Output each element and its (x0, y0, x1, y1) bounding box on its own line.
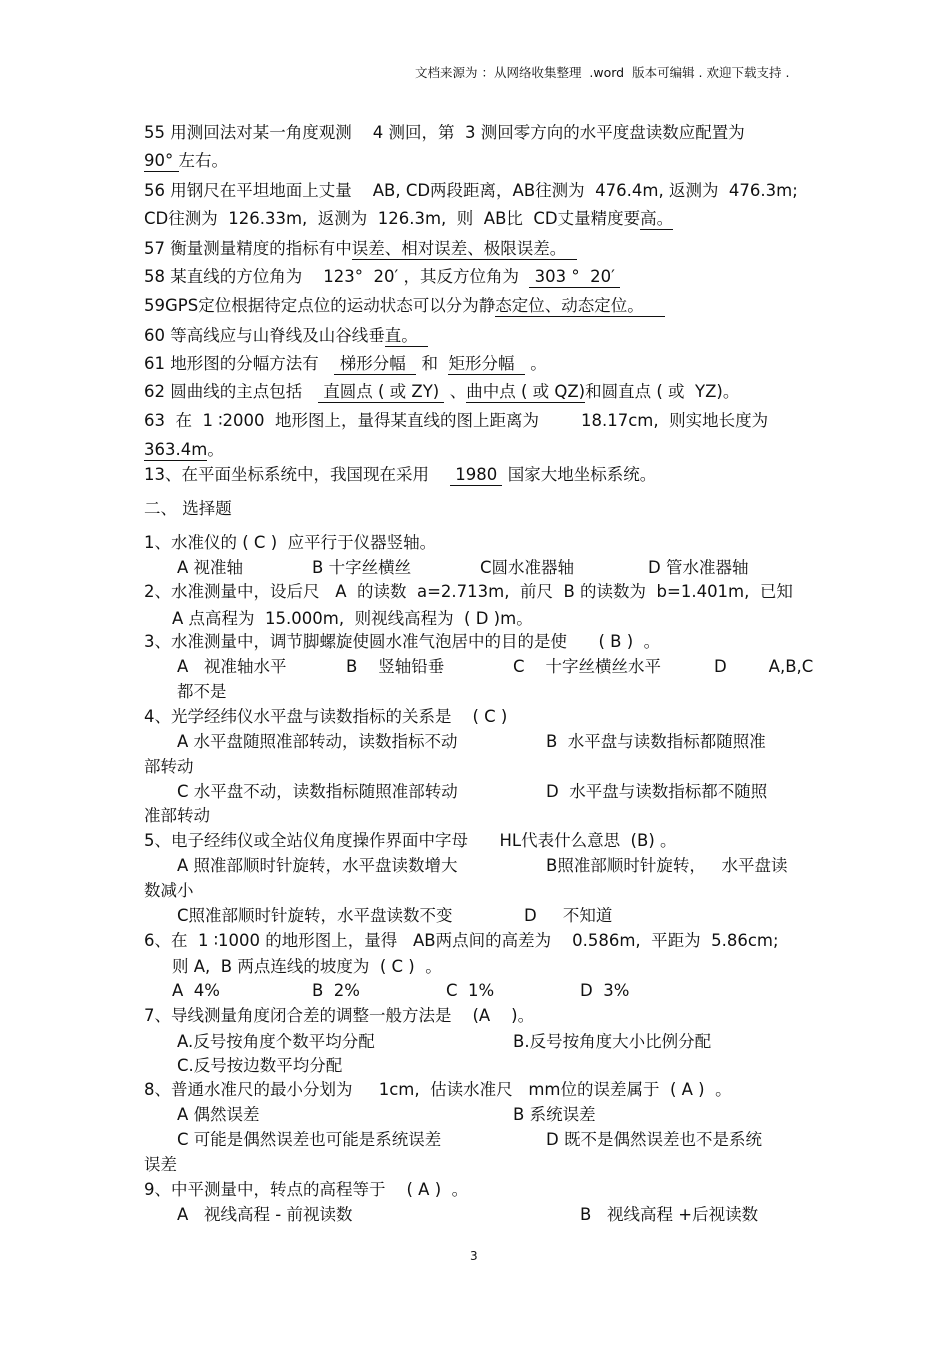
mc3-option-d: D A,B,C (714, 657, 814, 676)
mc4-option-b: B 水平盘与读数指标都随照准 (546, 732, 766, 751)
q63-line1: 63 在 1 ∶2000 地形图上，量得某直线的图上距离为 18.17cm, 则实地长度为 (144, 411, 769, 430)
mc1-option-b: B 十字丝横丝 (312, 558, 412, 577)
mc5-option-d: D 不知道 (524, 906, 613, 925)
mc2-stem1: 2、水准测量中，设后尺 A 的读数 a=2.713m, 前尺 B 的读数为 b=1.401m, 已知 (144, 582, 793, 601)
q56-line1: 56 用钢尺在平坦地面上丈量 AB, CD两段距离，AB往测为 476.4m, 返测为 476.3m; (144, 181, 798, 200)
mc9-option-a: A 视线高程 - 前视读数 (177, 1205, 353, 1224)
q63-line2 (144, 439, 224, 461)
mc5-option-a: A 照准部顺时针旋转，水平盘读数增大 (177, 856, 458, 875)
q58-answer: 303 ° 20′ (529, 267, 621, 286)
q13-post: 国家大地坐标系统。 (502, 465, 657, 484)
q62-post: 和圆直点 ( 或 YZ)。 (585, 382, 740, 401)
mc8-option-d-cont: 误差 (144, 1155, 177, 1174)
q59-text: 59GPS定位根据待定点位的运动状态可以分为静 (144, 296, 496, 315)
mc8-option-d: D 既不是偶然误差也不是系统 (546, 1130, 762, 1149)
q61-post: 。 (524, 354, 547, 373)
mc6-option-a: A 4% (172, 981, 220, 1000)
mc5-stem: 5、电子经纬仪或全站仪角度操作界面中字母 HL代表什么意思 (B) 。 (144, 831, 677, 850)
mc8-option-b: B 系统误差 (513, 1105, 596, 1124)
mc4-option-a: A 水平盘随照准部转动，读数指标不动 (177, 732, 458, 751)
q63-answer: 363.4m (144, 440, 208, 459)
q61 (144, 353, 547, 375)
q57-answer: 误差、相对误差、极限误差。 (351, 239, 577, 258)
q56-answer: 高。 (640, 209, 674, 228)
mc4-option-c: C 水平盘不动，读数指标随照准部转动 (177, 782, 458, 801)
mc7-stem: 7、导线测量角度闭合差的调整一般方法是 (A )。 (144, 1006, 535, 1025)
q57 (144, 238, 577, 260)
q62 (144, 381, 739, 403)
q58 (144, 266, 620, 288)
q62-mid: 、 (444, 382, 467, 401)
q62-text: 62 圆曲线的主点包括 (144, 382, 318, 401)
q62-answer1: 直圆点 ( 或 ZY) (317, 382, 445, 401)
q13-text: 13、在平面坐标系统中，我国现在采用 (144, 465, 450, 484)
mc7-option-c: C.反号按边数平均分配 (177, 1056, 343, 1075)
mc1-stem: 1、水准仪的 ( C ) 应平行于仪器竖轴。 (144, 533, 437, 552)
q60-answer: 直。 (384, 326, 429, 345)
q55-rest: 左右。 (178, 151, 228, 170)
mc4-option-b-cont: 部转动 (144, 757, 194, 776)
q13 (144, 464, 656, 486)
mc4-stem: 4、光学经纬仪水平盘与读数指标的关系是 ( C ) (144, 707, 508, 726)
mc4-option-d-cont: 准部转动 (144, 806, 210, 825)
mc6-stem1: 6、在 1 ∶1000 的地形图上，量得 AB两点间的高差为 0.586m, 平距为 5.86cm; (144, 931, 779, 950)
mc8-stem: 8、普通水准尺的最小分划为 1cm, 估读水准尺 mm位的误差属于 ( A ) 。 (144, 1080, 732, 1099)
mc8-option-a: A 偶然误差 (177, 1105, 260, 1124)
mc8-option-c: C 可能是偶然误差也可能是系统误差 (177, 1130, 442, 1149)
q61-mid: 和 (416, 354, 449, 373)
q61-text: 61 地形图的分幅方法有 (144, 354, 335, 373)
mc5-option-b: B照准部顺时针旋转， 水平盘读 (546, 856, 788, 875)
mc9-option-b: B 视线高程 +后视读数 (580, 1205, 759, 1224)
mc6-option-b: B 2% (312, 981, 360, 1000)
q63-rest: 。 (207, 440, 224, 459)
q59 (144, 295, 665, 317)
mc6-stem2: 则 A, B 两点连线的坡度为 ( C ) 。 (172, 957, 442, 976)
mc1-option-c: C圆水准器轴 (480, 558, 575, 577)
mc3-stem: 3、水准测量中，调节脚螺旋使圆水准气泡居中的目的是使 ( B ) 。 (144, 632, 661, 651)
q59-answer: 态定位、动态定位。 (495, 296, 665, 315)
q62-answer2: 曲中点 ( 或 QZ) (466, 382, 586, 401)
q55-answer: 90° (144, 151, 179, 170)
q60 (144, 325, 428, 347)
q56-text: CD往测为 126.33m, 返测为 126.3m, 则 AB比 CD丈量精度要 (144, 209, 641, 228)
q55-line1: 55 用测回法对某一角度观测 4 测回，第 3 测回零方向的水平度盘读数应配置为 (144, 123, 745, 142)
mc5-option-c: C照准部顺时针旋转，水平盘读数不变 (177, 906, 453, 925)
mc3-option-a: A 视准轴水平 (177, 657, 287, 676)
page-number: 3 (470, 1249, 478, 1263)
q58-text: 58 某直线的方位角为 123° 20′ ，其反方位角为 (144, 267, 530, 286)
page-header: 文档来源为 ：从网络收集整理 .word 版本可编辑 . 欢迎下载支持 . (415, 65, 790, 80)
mc1-option-d: D 管水准器轴 (648, 558, 749, 577)
q55-line2 (144, 150, 228, 172)
q13-answer: 1980 (449, 465, 503, 484)
mc7-option-b: B.反号按角度大小比例分配 (513, 1032, 712, 1051)
mc3-option-b: B 竖轴铅垂 (346, 657, 445, 676)
q61-answer1: 梯形分幅 (334, 354, 417, 373)
mc9-stem: 9、中平测量中，转点的高程等于 ( A ) 。 (144, 1180, 469, 1199)
mc2-stem2: A 点高程为 15.000m, 则视线高程为 ( D )m。 (172, 609, 533, 628)
mc1-option-a: A 视准轴 (177, 558, 244, 577)
q60-text: 60 等高线应与山脊线及山谷线垂 (144, 326, 385, 345)
mc7-option-a: A.反号按角度个数平均分配 (177, 1032, 375, 1051)
mc5-option-b-cont: 数减小 (144, 881, 194, 900)
mc6-option-c: C 1% (446, 981, 495, 1000)
q61-answer2: 矩形分幅 (448, 354, 525, 373)
section-title: 二、 选择题 (144, 499, 232, 518)
q57-text: 57 衡量测量精度的指标有中 (144, 239, 352, 258)
q56-line2 (144, 208, 673, 230)
mc3-option-c: C 十字丝横丝水平 (513, 657, 662, 676)
mc6-option-d: D 3% (580, 981, 630, 1000)
mc3-option-d-cont: 都不是 (177, 682, 227, 701)
mc4-option-d: D 水平盘与读数指标都不随照 (546, 782, 768, 801)
